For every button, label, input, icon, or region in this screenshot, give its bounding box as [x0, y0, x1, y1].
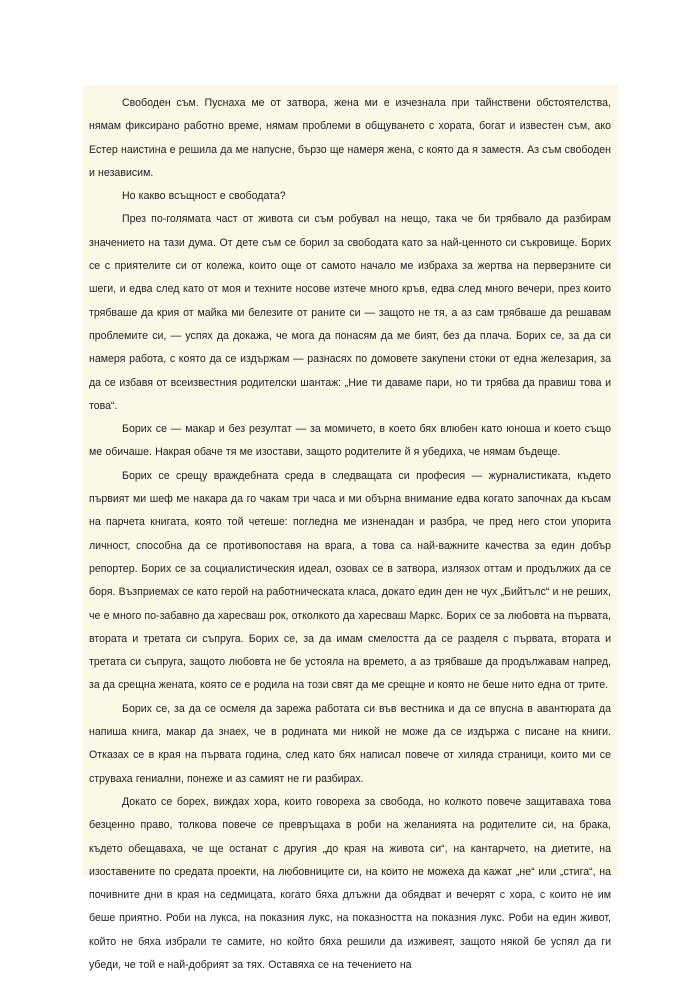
paragraph: Борих се — макар и без резултат — за момичето, в което бях влюбен като юноша и което също ме обичаше. Накрая обаче тя ме изостави, защото родителите й я убедиха, че нямам бъдеще. [89, 423, 611, 459]
paragraph: Борих се срещу враждебната среда в следващата си професия — журналистиката, където първият ми шеф ме накара да го чакам три часа и ми обърна внимание едва когато започнах да късам на парчета книгата, която той четеше: погледна ме изненадан и разбра, че пред него стои упорита личност, способна да се противопоставя на врага, а това са най-важните качества за един добър репортер. Борих се за социалистическия идеал, озовах се в затвора, излязох оттам и продължих да се боря. Възприемах се като герой на работническата класа, докато един ден не чух „Бийтълс“ и не реших, че е много по-забавно да харесваш рок, отколкото да харесваш Маркс. Борих се за любовта на първата, втората и третата си съпруга. Борих се, за да имам смелостта да се разделя с първата, втората и третата си съпруга, защото любовта не бе устояла на времето, а аз трябваше да продължавам напред, за да срещна жената, която се е родила на този свят да ме срещне и която не беше нито една от трите. [89, 469, 611, 692]
paragraph: Но какво всъщност е свободата? [122, 190, 286, 203]
paragraph: През по-голямата част от живота си съм робувал на нещо, така че би трябвало да разбирам значението на тази дума. От дете съм се борил за свободата като за най-ценното си съкровище. Борих се с приятелите си от колежа, които още от самото начало ме избраха за жертва на перверзните си шеги, и едва след като от моя и техните носове изтече много кръв, едва след много вечери, през които трябваше да крия от майка ми белезите от раните си — защото не тя, а аз сам трябваше да решавам проблемите си, — успях да докажа, че мога да понасям да ме бият, без да плача. Борих се, за да си намеря работа, с която да се издържам — разнасях по домовете закупени стоки от една железария, за да се избавя от всеизвестния родителски шантаж: „Ние ти даваме пари, но ти трябва да правиш това и това“. [89, 213, 611, 412]
paragraph: Борих се, за да се осмеля да зарежа работата си във вестника и да се впусна в авантюрата да напиша книга, макар да знаех, че в родината ми никой не може да се издържа с писане на книги. Отказах се в края на първата година, след като бях написал повече от хиляда страници, които ми се струваха гениални, понеже и аз самият не ги разбирах. [89, 702, 611, 785]
paragraph: Свободен съм. Пуснаха ме от затвора, жена ми е изчезнала при тайнствени обстоятелства, нямам фиксирано работно време, нямам проблеми в общуването с хората, богат и известен съм, ако Естер наистина е решила да ме напусне, бързо ще намеря жена, с която да я заместя. Аз съм свободен и независим. [89, 97, 611, 179]
text-block [82, 85, 618, 971]
paragraph: Докато се борех, виждах хора, които говореха за свобода, но колкото повече защитаваха това безценно право, толкова повече се превръщаха в роби на желанията на родителите си, на брака, където обещаваха, че ще останат с другия „до края на живота си“, на кантарчето, на диетите, на изоставените по средата проекти, на любовниците си, на които не можеха да кажат „не“ или „стига“, на почивните дни в края на седмицата, когато бяха длъжни да обядват и вечерят с хора, с които не им беше приятно. Роби на лукса, на показния лукс, на показността на показния лукс. Роби на един живот, който не бяха избрали те самите, но който бяха решили да изживеят, защото някой бе успял да ги убеди, че той е най-добрият за тях. Оставяха се на течението на [89, 795, 611, 971]
